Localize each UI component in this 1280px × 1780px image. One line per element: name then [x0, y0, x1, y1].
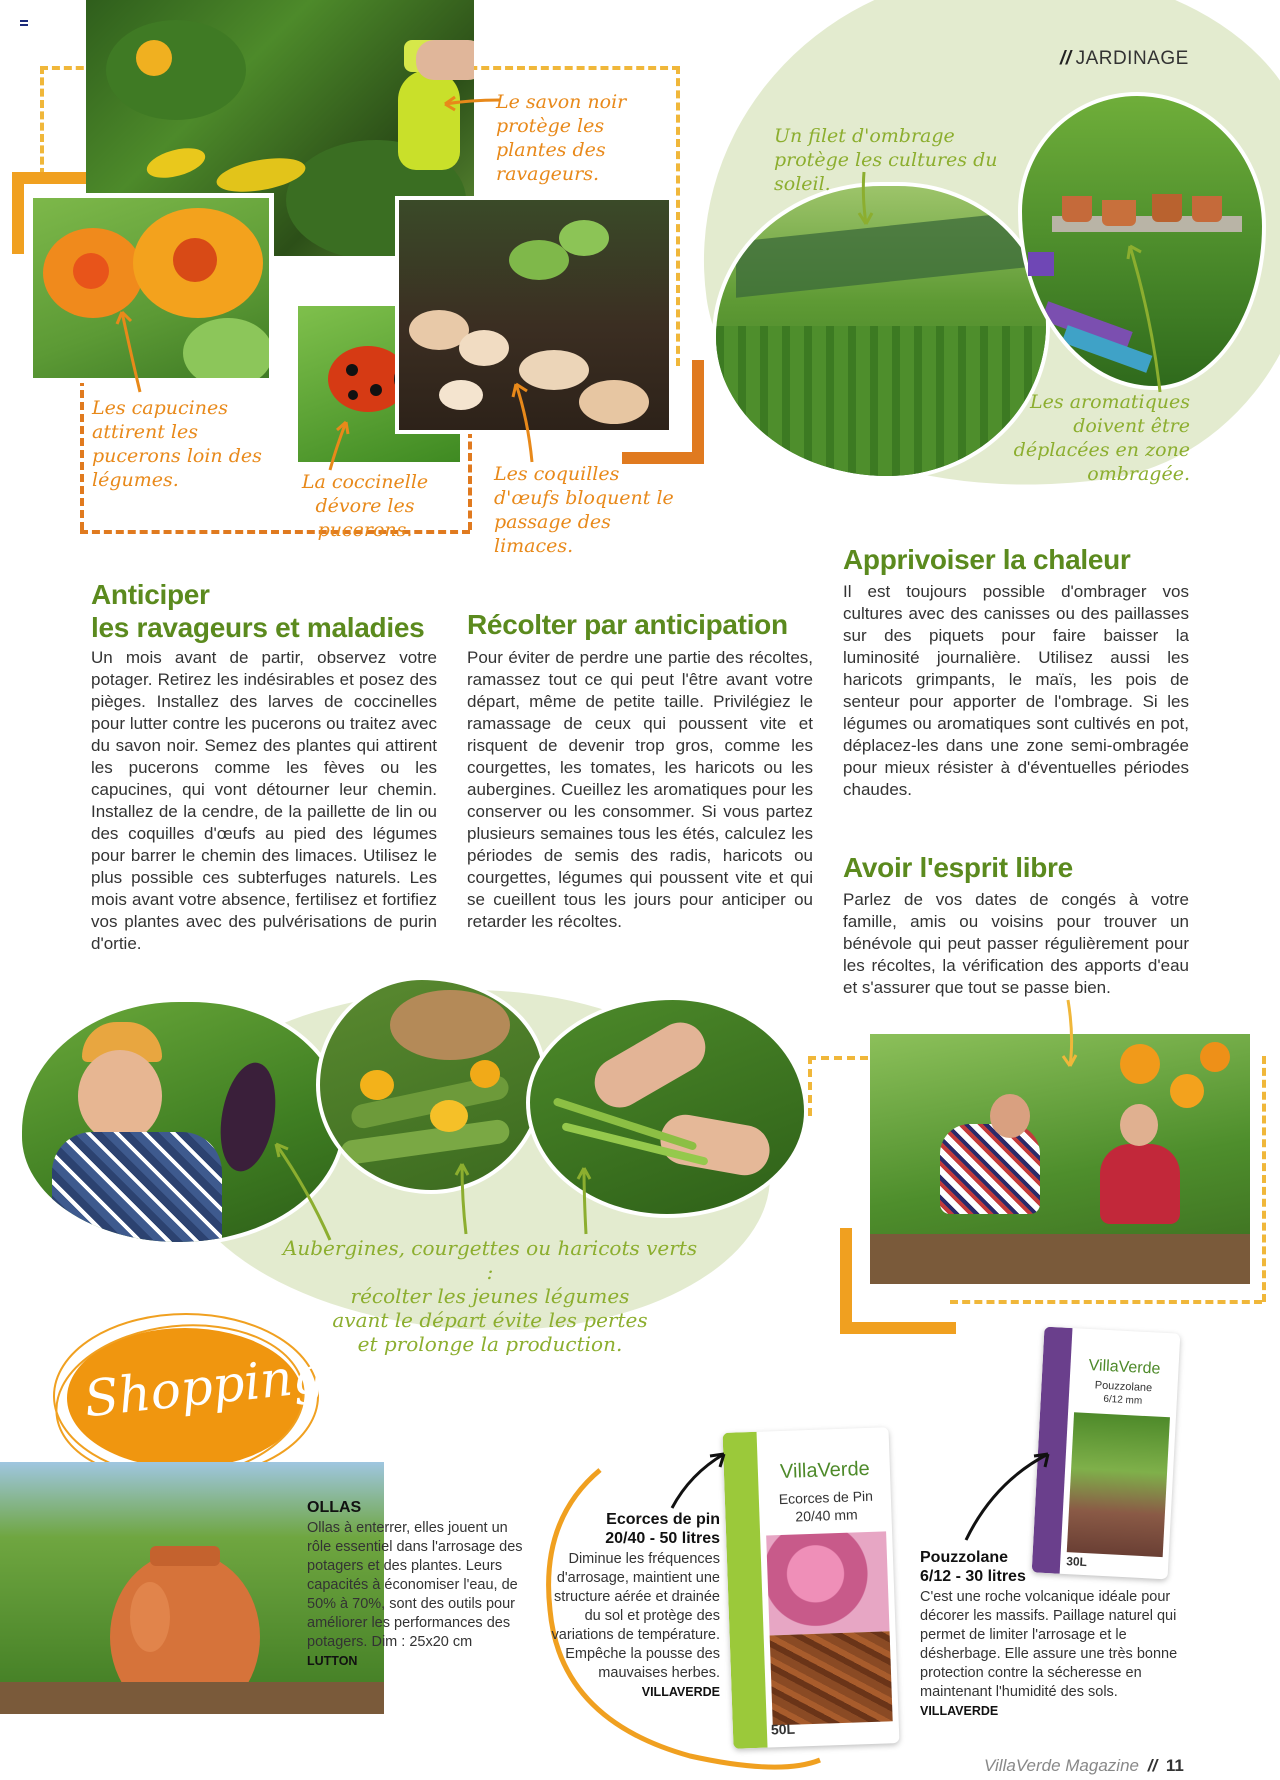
- pouzzolane-description: C'est une roche volcanique idéale pour décorer les massifs. Paillage naturel qui permet de limiter l'arrosage et le désherbage. Elle assure une très bonne protection contre la sécheresse en maintenant l'humidité des sols.: [920, 1589, 1178, 1700]
- harvest-caption-line1: Aubergines, courgettes ou haricots verts :: [282, 1236, 698, 1284]
- page-footer: [984, 1756, 1194, 1776]
- article-4-body: Parlez de vos dates de congés à votre famille, amis ou voisins pour trouver un bénévole qui peut passer régulièrement pour les récoltes, la vérification des apports d'eau et s'assurer que tout se passe bien.: [843, 890, 1189, 997]
- product-ollas: [307, 1498, 533, 1670]
- article-1-title: [91, 578, 451, 644]
- pine-bark-title-line1: Ecorces de pin: [606, 1511, 720, 1528]
- pouzzolane-bag-product: Pouzzolane: [1094, 1379, 1153, 1395]
- article-3-body: Il est toujours possible d'ombrager vos cultures avec des canisses ou des paillasses sur des piquets pour faire baisser la luminosité journalière. Utilisez aussi les haricots grimpants, le maïs, les pois de senteur pour apporter de l'ombrage. Si les légumes ou aromatiques sont cultivés en pot, déplacez-les dans une zone semi-ombragée pour mieux résister à d'éventuelles périodes chaudes.: [843, 582, 1189, 799]
- pouzzolane-bag-volume: 30L: [1065, 1554, 1088, 1570]
- harvest-caption-line2: récolter les jeunes légumes: [350, 1284, 630, 1308]
- ladybird-caption: La coccinelle dévore les pucerons.: [301, 471, 429, 541]
- pine-bark-bag-size: 20/40 mm: [795, 1506, 858, 1525]
- footer-magazine: VillaVerde Magazine: [984, 1756, 1139, 1775]
- caption-arrows-top-right: [700, 0, 1280, 480]
- shade-net-caption: Un filet d'ombrage protège les cultures du soleil.: [774, 125, 998, 195]
- article-2-body: Pour éviter de perdre une partie des récoltes, ramassez tout ce qui peut l'être avant votre départ, même de petite taille. Privilégiez le ramassage de ceux qui poussent vite et risquent de devenir trop gros, comme les courgettes, les tomates, les haricots ou les aubergines. Cueillez les aromatiques pour les conserver ou les consommer. Si vous partez plusieurs semaines tous les étés, calculez les périodes de semis des radis, haricots ou courgettes, légumes qui poussent vite et qui se cueillent tous les jours pour anticiper ou retarder les récoltes.: [467, 648, 813, 931]
- pouzzolane-title-line1: Pouzzolane: [920, 1549, 1009, 1566]
- pouzzolane-bag-size: 6/12 mm: [1103, 1393, 1143, 1407]
- product-pine-bark-text: [548, 1510, 720, 1701]
- herbs-caption: Les aromatiques doivent être déplacées en zone ombragée.: [1013, 391, 1190, 485]
- caption-arrows-top-left: [0, 0, 700, 540]
- volunteers-dashed-bottom: [950, 1300, 1262, 1304]
- harvest-caption-line4: et prolonge la production.: [357, 1332, 623, 1356]
- article-3-title: Apprivoiser la chaleur: [843, 544, 1131, 575]
- caption-arrows-harvest: [0, 1100, 720, 1260]
- volunteers-arrow: [1040, 996, 1080, 1076]
- pine-bark-bag-volume: 50L: [770, 1720, 796, 1738]
- pine-bark-bag-product: Ecorces de Pin: [778, 1487, 874, 1508]
- pine-bark-title-line2: 20/40 - 50 litres: [605, 1530, 720, 1547]
- harvest-caption-line3: avant le départ évite les pertes: [332, 1308, 648, 1332]
- pouzzolane-title-line2: 6/12 - 30 litres: [920, 1568, 1026, 1585]
- pouzzolane-brand: VILLAVERDE: [920, 1704, 999, 1718]
- pine-bark-bag-brand: VillaVerde: [779, 1457, 871, 1484]
- soap-caption: Le savon noir protège les plantes des ravageurs.: [496, 91, 627, 185]
- volunteers-dashed-right: [1262, 1056, 1266, 1302]
- volunteers-dashed-left: [808, 1056, 812, 1116]
- pine-bark-description: Diminue les fréquences d'arrosage, maintient une structure aérée et drainée du sol et protège des variations de température. Empêche la pousse des mauvaises herbes.: [551, 1551, 720, 1681]
- shopping-heading: Shopping: [81, 1345, 328, 1429]
- pouzzolane-arrow: [960, 1446, 1060, 1546]
- article-1-title-line1: Anticiper: [91, 579, 210, 610]
- section-prefix: //: [1060, 48, 1072, 69]
- article-1-body: Un mois avant de partir, observez votre potager. Retirez les indésirables et posez des pièges. Installez des larves de coccinelles pour lutter contre les pucerons ou traitez avec du savon noir. Semez des plantes qui attirent les pucerons comme les fèves ou les capucines, qui vont détourner leur chemin. Installez de la cendre, de la paillette de lin ou des coquilles d'œufs au pied des légumes pour barrer le chemin des limaces. Utilisez le plus possible ces subterfuges naturels. Les mois avant votre absence, fertilisez et fortifiez vos plantes avec des pulvérisations de purin d'ortie.: [91, 648, 437, 953]
- pouzzolane-bag-brand: VillaVerde: [1088, 1356, 1161, 1378]
- ollas-title: OLLAS: [307, 1499, 362, 1516]
- ollas-brand: LUTTON: [307, 1654, 358, 1668]
- article-1-title-line2: les ravageurs et maladies: [91, 612, 425, 643]
- pine-bark-arrow: [660, 1444, 740, 1514]
- volunteers-dashed-top: [808, 1056, 868, 1060]
- eggshell-caption: Les coquilles d'œufs bloquent le passage des limaces.: [494, 463, 674, 557]
- section-label: JARDINAGE: [1075, 48, 1189, 69]
- article-4-title: Avoir l'esprit libre: [843, 852, 1073, 883]
- product-pouzzolane-text: [920, 1548, 1192, 1720]
- nasturtium-caption: Les capucines attirent les pucerons loin des légumes.: [92, 397, 262, 491]
- pine-bark-brand: VILLAVERDE: [641, 1685, 720, 1699]
- pine-bark-bag: [723, 1427, 900, 1749]
- footer-separator: //: [1147, 1756, 1158, 1775]
- article-2-title: Récolter par anticipation: [467, 609, 788, 640]
- footer-page-number: 11: [1165, 1756, 1184, 1775]
- ollas-description: Ollas à enterrer, elles jouent un rôle essentiel dans l'arrosage des potagers et des plantes. Leurs capacités à économiser l'eau, de 50% à 70%, sont des outils pour améliorer les performances des potagers. Dim : 25x20 cm: [307, 1520, 523, 1650]
